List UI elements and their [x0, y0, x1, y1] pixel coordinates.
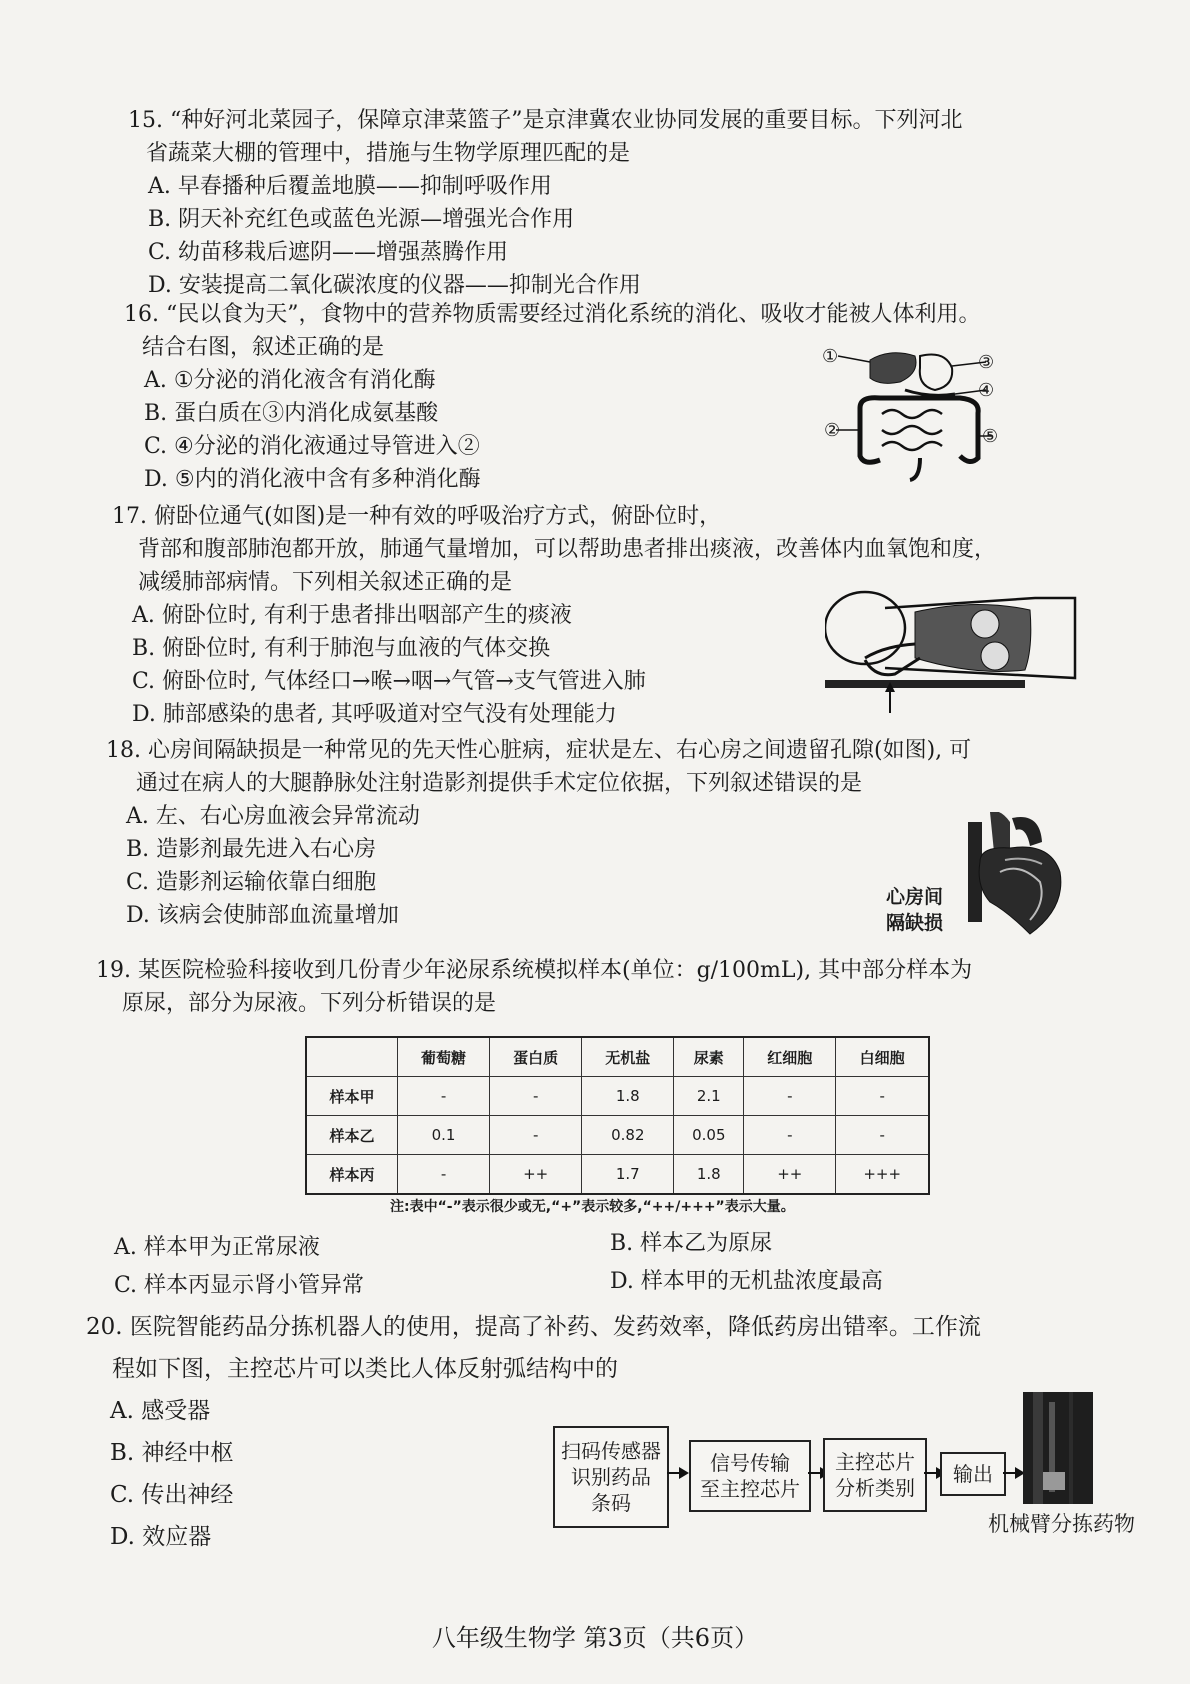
q17-stem-line1: 17. 俯卧位通气(如图)是一种有效的呼吸治疗方式，俯卧位时，: [112, 504, 722, 529]
flow-arrow-4: [1003, 1466, 1025, 1480]
q16-option-c: C. ④分泌的消化液通过导管进入②: [144, 434, 480, 459]
table-header-cell: 尿素: [674, 1037, 744, 1077]
q15-option-c: C. 幼苗移栽后遮阴——增强蒸腾作用: [148, 240, 509, 265]
table-cell: -: [398, 1155, 490, 1195]
flow-box4-label: 输出: [953, 1462, 993, 1486]
heart-label-line2: 隔缺损: [886, 912, 944, 934]
table-cell: -: [744, 1116, 836, 1155]
table-cell: -: [490, 1116, 582, 1155]
q16-stem-line2: 结合右图，叙述正确的是: [142, 335, 385, 360]
table-cell: 0.1: [398, 1116, 490, 1155]
table-header-row: [306, 1037, 929, 1077]
q18-option-c: C. 造影剂运输依靠白细胞: [126, 870, 377, 895]
q17-stem-line3: 减缓肺部病情。下列相关叙述正确的是: [138, 570, 513, 595]
q15-option-b: B. 阴天补充红色或蓝色光源—增强光合作用: [148, 207, 575, 232]
q19-stem-line1: 19. 某医院检验科接收到几份青少年泌尿系统模拟样本(单位：g/100mL), 其中部分样本为: [96, 958, 973, 983]
q19-stem-line2: 原尿，部分为尿液。下列分析错误的是: [122, 991, 497, 1016]
flow-box2-line1: 信号传输: [710, 1451, 790, 1475]
digestive-label-2: ②: [824, 420, 841, 441]
robotic-arm-photo: [1023, 1392, 1093, 1504]
table-cell: 1.8: [674, 1155, 744, 1195]
table-cell: 1.8: [582, 1077, 674, 1116]
q18-stem-line1: 18. 心房间隔缺损是一种常见的先天性心脏病，症状是左、右心房之间遗留孔隙(如图), 可: [106, 738, 972, 763]
table-cell: 样本乙: [306, 1116, 398, 1155]
flow-box3-line2: 分析类别: [835, 1476, 915, 1500]
q18-option-b: B. 造影剂最先进入右心房: [126, 837, 377, 862]
table-cell: 样本丙: [306, 1155, 398, 1195]
q18-stem-line2: 通过在病人的大腿静脉处注射造影剂提供手术定位依据，下列叙述错误的是: [136, 771, 863, 796]
table-cell: -: [836, 1116, 929, 1155]
table-cell: 1.7: [582, 1155, 674, 1195]
table-cell: 2.1: [674, 1077, 744, 1116]
table-cell: ++: [490, 1155, 582, 1195]
digestive-label-3: ③: [978, 352, 995, 373]
table-cell: -: [490, 1077, 582, 1116]
q17-option-a: A. 俯卧位时, 有利于患者排出咽部产生的痰液: [132, 603, 572, 628]
flow-box1-line1: 扫码传感器: [561, 1439, 661, 1463]
table-cell: 0.05: [674, 1116, 744, 1155]
table-header-cell: [306, 1037, 398, 1077]
q16-option-a: A. ①分泌的消化液含有消化酶: [144, 368, 436, 393]
q20-option-b: B. 神经中枢: [110, 1440, 234, 1466]
q20-stem-line1: 20. 医院智能药品分拣机器人的使用，提高了补药、发药效率，降低药房出错率。工作流: [86, 1314, 981, 1340]
flow-arrow-1: [667, 1466, 689, 1480]
q18-option-a: A. 左、右心房血液会异常流动: [126, 804, 420, 829]
question-20: [86, 1306, 981, 1558]
question-18: [106, 734, 971, 932]
q17-option-c: C. 俯卧位时, 气体经口→喉→咽→气管→支气管进入肺: [132, 669, 646, 694]
q20-option-d: D. 效应器: [110, 1524, 212, 1550]
table-row: [306, 1077, 929, 1116]
flow-box1-line3: 条码: [591, 1491, 631, 1515]
table-header-cell: 蛋白质: [490, 1037, 582, 1077]
q20-stem-line2: 程如下图，主控芯片可以类比人体反射弧结构中的: [112, 1356, 618, 1382]
q19-option-a: A. 样本甲为正常尿液: [114, 1235, 320, 1260]
q17-stem-line2: 背部和腹部肺泡都开放，肺通气量增加，可以帮助患者排出痰液，改善体内血氧饱和度，: [138, 537, 997, 562]
q19-option-d: D. 样本甲的无机盐浓度最高: [610, 1269, 883, 1294]
table-header-cell: 葡萄糖: [398, 1037, 490, 1077]
table-cell: ++: [744, 1155, 836, 1195]
flow-box2-line2: 至主控芯片: [700, 1477, 800, 1501]
flow-box1-line2: 识别药品: [571, 1465, 651, 1489]
q19-option-b: B. 样本乙为原尿: [610, 1231, 773, 1256]
q16-stem-line1: 16. “民以食为天”，食物中的营养物质需要经过消化系统的消化、吸收才能被人体利用。: [124, 302, 981, 327]
table-cell: -: [836, 1077, 929, 1116]
q15-option-d: D. 安装提高二氧化碳浓度的仪器——抑制光合作用: [148, 273, 641, 298]
table-row: [306, 1155, 929, 1195]
prone-position-diagram: [825, 588, 1095, 718]
q19-option-c: C. 样本丙显示肾小管异常: [114, 1273, 365, 1298]
heart-label-line1: 心房间: [886, 886, 944, 908]
table-header-cell: 无机盐: [582, 1037, 674, 1077]
table-header-cell: 红细胞: [744, 1037, 836, 1077]
q15-option-a: A. 早春播种后覆盖地膜——抑制呼吸作用: [148, 174, 552, 199]
digestive-label-1: ①: [822, 346, 839, 367]
question-19: [96, 954, 972, 1020]
table-cell: 样本甲: [306, 1077, 398, 1116]
q16-option-d: D. ⑤内的消化液中含有多种消化酶: [144, 467, 481, 492]
flow-caption: 机械臂分拣药物: [988, 1512, 1135, 1536]
q20-option-a: A. 感受器: [110, 1398, 211, 1424]
q15-stem-line1: 15. “种好河北菜园子，保障京津菜篮子”是京津冀农业协同发展的重要目标。下列河北: [128, 108, 963, 133]
flow-box-output: [940, 1452, 1006, 1496]
digestive-label-4: ④: [978, 380, 995, 401]
table-row: [306, 1116, 929, 1155]
sample-table: [305, 1036, 930, 1195]
q18-option-d: D. 该病会使肺部血流量增加: [126, 903, 399, 928]
table-cell: -: [398, 1077, 490, 1116]
q15-stem-line2: 省蔬菜大棚的管理中，措施与生物学原理匹配的是: [146, 141, 631, 166]
question-15: [128, 104, 962, 302]
table-cell: 0.82: [582, 1116, 674, 1155]
flow-box-signal-transmit: [689, 1440, 811, 1512]
table-cell: -: [744, 1077, 836, 1116]
heart-defect-label: [886, 884, 943, 936]
q17-option-d: D. 肺部感染的患者, 其呼吸道对空气没有处理能力: [132, 702, 617, 727]
page-footer: 八年级生物学 第3页（共6页）: [431, 1624, 759, 1652]
digestive-label-5: ⑤: [982, 426, 999, 447]
table-note: 注:表中“-”表示很少或无,“+”表示较多,“++/+++”表示大量。: [390, 1199, 795, 1215]
flow-box-main-chip: [823, 1438, 927, 1512]
heart-diagram: [950, 812, 1080, 947]
table-header-cell: 白细胞: [836, 1037, 929, 1077]
q16-option-b: B. 蛋白质在③内消化成氨基酸: [144, 401, 439, 426]
flow-box3-line1: 主控芯片: [835, 1450, 915, 1474]
q17-option-b: B. 俯卧位时, 有利于肺泡与血液的气体交换: [132, 636, 551, 661]
q20-option-c: C. 传出神经: [110, 1482, 234, 1508]
flow-box-scan-sensor: [553, 1426, 669, 1528]
table-cell: +++: [836, 1155, 929, 1195]
